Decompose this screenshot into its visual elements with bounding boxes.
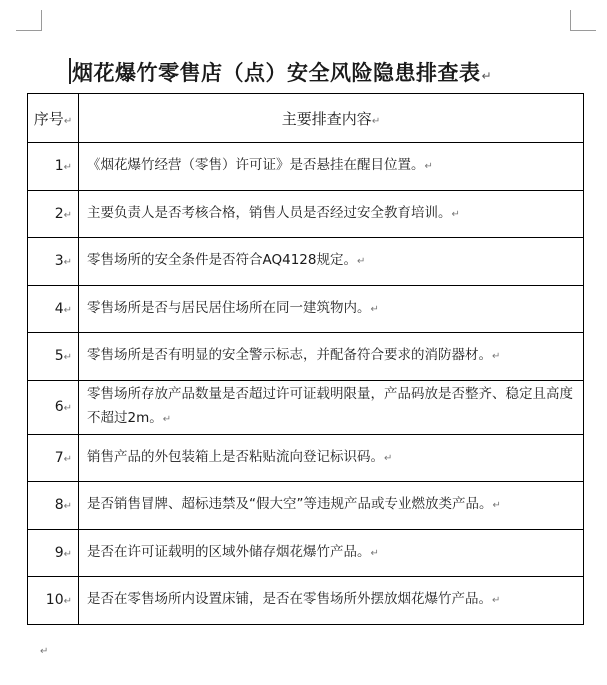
table-row xyxy=(28,238,584,286)
crop-mark-top-left xyxy=(41,10,42,30)
row-number: 9↵ xyxy=(28,529,79,577)
row-number: 4↵ xyxy=(28,285,79,333)
row-number: 1↵ xyxy=(28,143,79,191)
table-row xyxy=(28,190,584,238)
title-text: 烟花爆竹零售店（点）安全风险隐患排查表 xyxy=(72,61,481,85)
row-content: 零售场所的安全条件是否符合AQ4128规定。↵ xyxy=(79,238,584,286)
row-number: 7↵ xyxy=(28,434,79,482)
row-content: 零售场所存放产品数量是否超过许可证载明限量，产品码放是否整齐、稳定且高度不超过2m。↵ xyxy=(79,380,584,434)
row-content: 是否在许可证载明的区域外储存烟花爆竹产品。↵ xyxy=(79,529,584,577)
row-content: 零售场所是否与居民居住场所在同一建筑物内。↵ xyxy=(79,285,584,333)
row-content: 主要负责人是否考核合格，销售人员是否经过安全教育培训。↵ xyxy=(79,190,584,238)
paragraph-mark: ↵ xyxy=(481,69,493,83)
table-row xyxy=(28,529,584,577)
crop-mark-top-left xyxy=(16,30,42,31)
inspection-table xyxy=(27,93,584,625)
header-seq: 序号↵ xyxy=(28,94,79,143)
header-content: 主要排查内容↵ xyxy=(79,94,584,143)
table-row xyxy=(28,333,584,381)
row-number: 5↵ xyxy=(28,333,79,381)
row-content: 是否在零售场所内设置床铺，是否在零售场所外摆放烟花爆竹产品。↵ xyxy=(79,577,584,625)
table-row xyxy=(28,482,584,530)
table-row xyxy=(28,434,584,482)
crop-mark-top-right xyxy=(570,10,571,30)
table-header-row xyxy=(28,94,584,143)
table-row xyxy=(28,380,584,434)
row-number: 10↵ xyxy=(28,577,79,625)
document-title xyxy=(72,60,552,89)
row-content: 零售场所是否有明显的安全警示标志，并配备符合要求的消防器材。↵ xyxy=(79,333,584,381)
row-content: 销售产品的外包装箱上是否粘贴流向登记标识码。↵ xyxy=(79,434,584,482)
row-number: 6↵ xyxy=(28,380,79,434)
row-number: 3↵ xyxy=(28,238,79,286)
paragraph-mark: ↵ xyxy=(40,646,49,657)
row-number: 2↵ xyxy=(28,190,79,238)
table-row xyxy=(28,143,584,191)
row-content: 是否销售冒牌、超标违禁及“假大空”等违规产品或专业燃放类产品。↵ xyxy=(79,482,584,530)
table-row xyxy=(28,285,584,333)
crop-mark-top-right xyxy=(570,30,596,31)
row-content: 《烟花爆竹经营（零售）许可证》是否悬挂在醒目位置。↵ xyxy=(79,143,584,191)
table-row xyxy=(28,577,584,625)
text-cursor xyxy=(69,58,71,84)
row-number: 8↵ xyxy=(28,482,79,530)
